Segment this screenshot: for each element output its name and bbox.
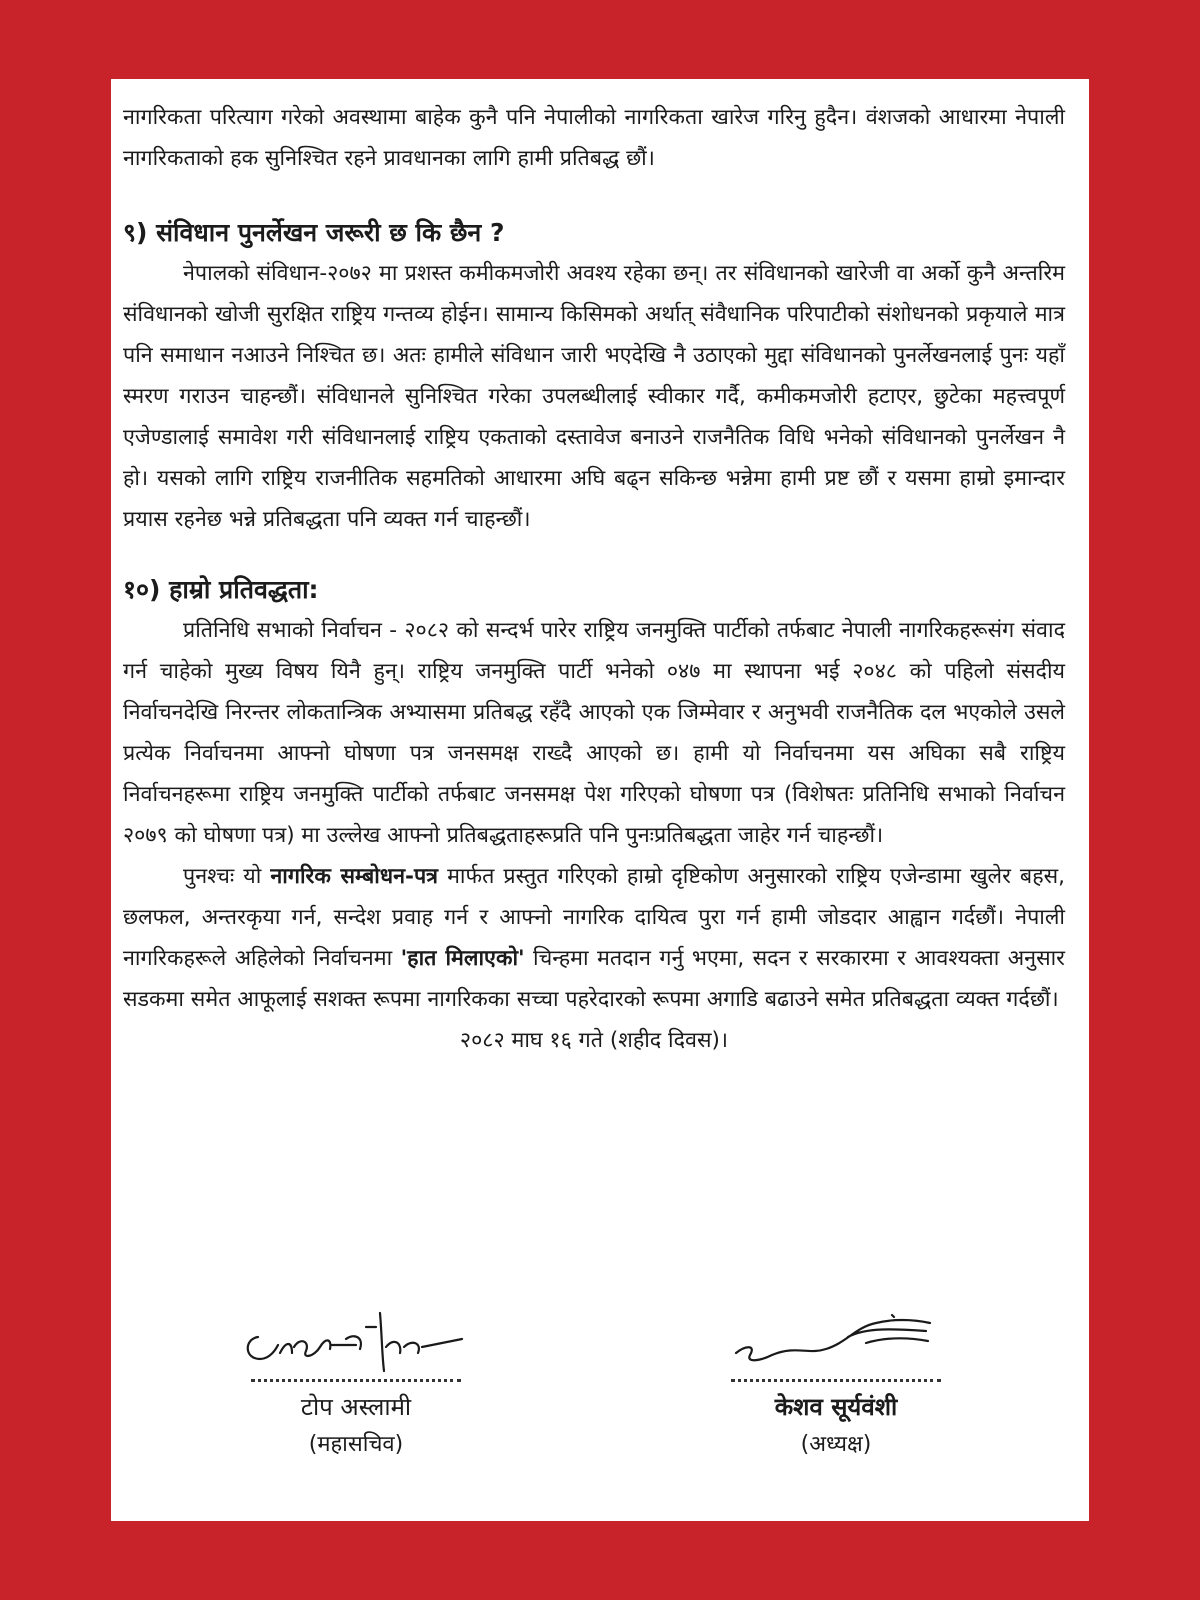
body2-post: चिन्हमा मतदान गर्नु भएमा, सदन र सरकारमा र आवश्यक्ता अनुसार सडकमा समेत आफूलाई सशक्त रूपमा नागरिकका सच्चा पहरेदारको रूपमा अगाडि बढाउने समेत प्रतिबद्धता व्यक्त गर्दछौं।: [123, 946, 1065, 1012]
signatory-left-role: (महासचिव): [308, 1432, 404, 1457]
spacer: [123, 179, 1065, 213]
signature-line-right: [731, 1379, 941, 1382]
section-9-heading: ९) संविधान पुनर्लेखन जरूरी छ कि छैन ?: [123, 218, 505, 247]
spacer: [123, 540, 1065, 570]
document-page: [111, 79, 1089, 1521]
section-10-heading: १०) हाम्रो प्रतिवद्धता:: [123, 575, 319, 604]
section-10-body-1: प्रतिनिधि सभाको निर्वाचन - २०८२ को सन्दर्भ पारेर राष्ट्रिय जनमुक्ति पार्टीको तर्फबाट नेपाली नागरिकहरूसंग संवाद गर्न चाहेको मुख्य विषय यिनै हुन्। राष्ट्रिय जनमुक्ति पार्टी भनेको ०४७ मा स्थापना भई २०४८ को पहिलो संसदीय निर्वाचनदेखि निरन्तर लोकतान्त्रिक अभ्यासमा प्रतिबद्ध रहँदै आएको एक जिम्मेवार र अनुभवी राजनैतिक दल भएकोले उसले प्रत्येक निर्वाचनमा आफ्नो घोषणा पत्र जनसमक्ष राख्दै आएको छ। हामी यो निर्वाचनमा यस अघिका सबै राष्ट्रिय निर्वाचनहरूमा राष्ट्रिय जनमुक्ति पार्टीको तर्फबाट जनसमक्ष पेश गरिएको घोषणा पत्र (विशेषतः प्रतिनिधि सभाको निर्वाचन २०७९ को घोषणा पत्र) मा उल्लेख आफ्नो प्रतिबद्धताहरूप्रति पनि पुनःप्रतिबद्धता जाहेर गर्न चाहन्छौं।: [123, 618, 1065, 848]
signatory-left-name: टोप अस्लामी: [300, 1393, 412, 1421]
section-10-body-2: [123, 856, 1065, 1020]
election-symbol-name: 'हात मिलाएको': [400, 946, 525, 971]
signature-left: [231, 1297, 481, 1464]
signatory-right-name: केशव सूर्यवंशी: [774, 1393, 898, 1421]
citizen-address-letter-title: नागरिक सम्बोधन-पत्र: [270, 864, 439, 889]
section-9-body: नेपालको संविधान-२०७२ मा प्रशस्त कमीकमजोरी अवश्य रहेका छन्। तर संविधानको खारेजी वा अर्को कुनै अन्तरिम संविधानको खोजी सुरक्षित राष्ट्रिय गन्तव्य होईन। सामान्य किसिमको अर्थात् संवैधानिक परिपाटीको संशोधनको प्रकृयाले मात्र पनि समाधान नआउने निश्चित छ। अतः हामीले संविधान जारी भएदेखि नै उठाएको मुद्दा संविधानको पुनर्लेखनलाई पुनः यहाँ स्मरण गराउन चाहन्छौं। संविधानले सुनिश्चित गरेका उपलब्धीलाई स्वीकार गर्दै, कमीकमजोरी हटाएर, छुटेका महत्त्वपूर्ण एजेण्डालाई समावेश गरी संविधानलाई राष्ट्रिय एकताको दस्तावेज बनाउने राजनैतिक विधि भनेको संविधानको पुनर्लेखन नै हो। यसको लागि राष्ट्रिय राजनीतिक सहमतिको आधारमा अघि बढ्न सकिन्छ भन्नेमा हामी प्रष्ट छौं र यसमा हाम्रो इमान्दार प्रयास रहनेछ भन्ने प्रतिबद्धता पनि व्यक्त गर्न चाहन्छौं।: [123, 261, 1065, 532]
handwritten-signature-right: [716, 1297, 956, 1379]
intro-paragraph: नागरिकता परित्याग गरेको अवस्थामा बाहेक कुनै पनि नेपालीको नागरिकता खारेज गरिनु हुदैन। वंशजको आधारमा नेपाली नागरिकताको हक सुनिश्चित रहने प्रावधानका लागि हामी प्रतिबद्ध छौं।: [123, 105, 1065, 171]
body2-pre: पुनश्चः यो: [183, 864, 271, 889]
signatory-right-role: (अध्यक्ष): [800, 1432, 872, 1457]
signature-block: [111, 1297, 1089, 1507]
body2-mid: मार्फत प्रस्तुत गरिएको हाम्रो दृष्टिकोण अनुसारको राष्ट्रिय एजेन्डामा खुलेर बहस, छलफल, अन्तरकृया गर्न, सन्देश प्रवाह गर्न र आफ्नो नागरिक दायित्व पुरा गर्न हामी जोडदार आह्वान गर्दछौं। नेपाली नागरिकहरूले अहिलेको निर्वाचनमा: [123, 864, 1065, 971]
handwritten-signature-left: [236, 1297, 476, 1379]
signature-right: [711, 1297, 961, 1464]
signature-line-left: [251, 1379, 461, 1382]
date-line: २०८२ माघ १६ गते (शहीद दिवस)।: [459, 1028, 729, 1053]
